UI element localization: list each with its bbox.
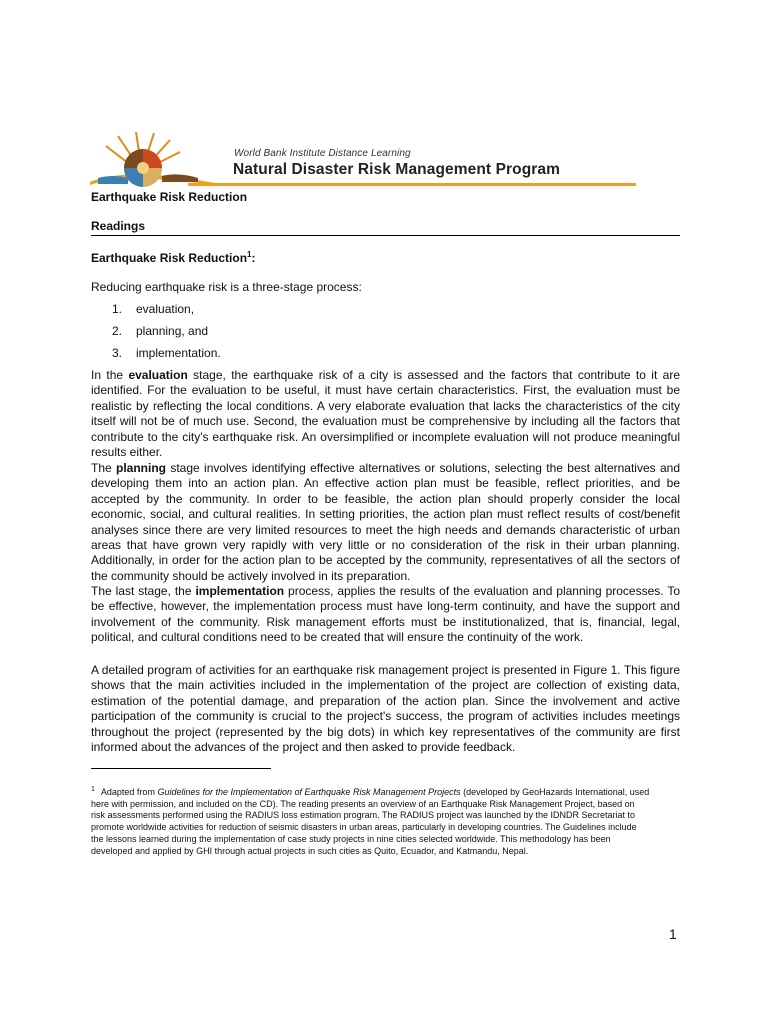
- footnote-number: 1: [91, 786, 95, 793]
- p1-pre: In the: [91, 368, 129, 382]
- list-item: [112, 346, 221, 368]
- paragraph-implementation: [91, 584, 680, 646]
- p1-bold: evaluation: [128, 368, 188, 382]
- program-logo: [88, 132, 220, 188]
- section-heading: Readings: [91, 219, 146, 233]
- header-subtitle: World Bank Institute Distance Learning: [234, 148, 411, 159]
- footnote-divider: [91, 768, 271, 769]
- stage-list: [112, 302, 221, 368]
- paragraph-evaluation: [91, 368, 680, 460]
- list-number: 1.: [112, 302, 123, 316]
- footnote-pre: Adapted from: [100, 787, 158, 797]
- section-divider: [91, 235, 680, 236]
- list-item: [112, 302, 221, 324]
- p2-body: stage involves identifying effective alternatives or solutions, selecting the best alternatives and developing them into an action plan. An effective action plan must be feasible, reflect priorities, and be accepted by the community. In order to be feasible, the action plan should properly consider the local economic, social, and cultural realities. In setting priorities, the action plan must reflect results of cost/benefit analyses since there are very limited resources to meet the high needs and demands characteristic of urban areas that have grown very rapidly with very little or no consideration of the risk in their urban planning. Additionally, in order for the action plan to be accepted by the community, representatives of all the sectors of the community should be actively involved in its preparation.: [91, 461, 680, 583]
- heading-colon: :: [251, 251, 256, 265]
- p3-body: process, applies the results of the evaluation and planning processes. To be effective, however, the implementation process must have long-term continuity, and have the support and involvement of the community. Risk management efforts must be institutionalized, that is, financial, legal, political, and cultural conditions need to be created that will ensure the continuity of the work.: [91, 584, 681, 645]
- p1-body: stage, the earthquake risk of a city is assessed and the factors that contribute to it are identified. For the evaluation to be useful, it must have certain characteristics. First, the evaluation must be realistic by reflecting the local conditions. A very elaborate evaluation that lacks the characteristics of the city itself will not be of much use. Second, the evaluation must be comprehensive by including all the factors that contribute to the city's earthquake risk. An oversimplified or incomplete evaluation will not produce meaningful results either.: [91, 368, 680, 460]
- list-number: 3.: [112, 346, 123, 360]
- header-title: Natural Disaster Risk Management Program: [233, 161, 561, 178]
- document-title: Earthquake Risk Reduction: [91, 190, 248, 204]
- reading-heading-text: Earthquake Risk Reduction: [91, 251, 248, 265]
- footnote-body: (developed by GeoHazards International, used here with permission, and included on the CD). The reading presents an overview of an Earthquake Risk Management Project, based on risk assessments performed using the RADIUS loss estimation program. The RADIUS project was launched by the IDNDR Secretariat to promote worldwide activities for reduction of seismic disasters in urban areas, particularly in developing countries. The Guidelines include the lessons learned during the implementation of case study projects in nine cities selected worldwide. This methodology has been developed and applied by GHI through actual projects in such cities as Quito, Ecuador, and Katmandu, Nepal.: [91, 787, 650, 856]
- intro-text: Reducing earthquake risk is a three-stage process:: [91, 280, 362, 294]
- p2-pre: The: [91, 461, 117, 475]
- page-number: 1: [669, 926, 677, 942]
- list-text: planning, and: [136, 324, 209, 338]
- header-divider: [188, 183, 636, 186]
- list-item: [112, 324, 221, 346]
- p3-bold: implementation: [195, 584, 285, 598]
- paragraph-planning: [91, 461, 680, 584]
- p2-bold: planning: [116, 461, 167, 475]
- list-text: evaluation,: [136, 302, 195, 316]
- list-number: 2.: [112, 324, 123, 338]
- list-text: implementation.: [136, 346, 221, 360]
- page-header: [88, 132, 636, 188]
- paragraph-program: A detailed program of activities for an earthquake risk management project is presented in Figure 1. This figure shows that the main activities included in the implementation of the project are collection of existing data, estimation of the potential damage, and preparation of the action plan. Since the involvement and active participation of the community is crucial to the project's success, the program of activities includes meetings throughout the project (represented by the big dots) in which key representatives of the community are first informed about the advances of the project and then asked to provide feedback.: [91, 663, 680, 755]
- p3-pre: The last stage, the: [91, 584, 196, 598]
- footnote-title: Guidelines for the Implementation of Earthquake Risk Management Projects: [157, 787, 461, 797]
- footnote-ref: 1: [247, 250, 252, 259]
- reading-heading: [91, 250, 256, 265]
- footnote: [91, 784, 651, 857]
